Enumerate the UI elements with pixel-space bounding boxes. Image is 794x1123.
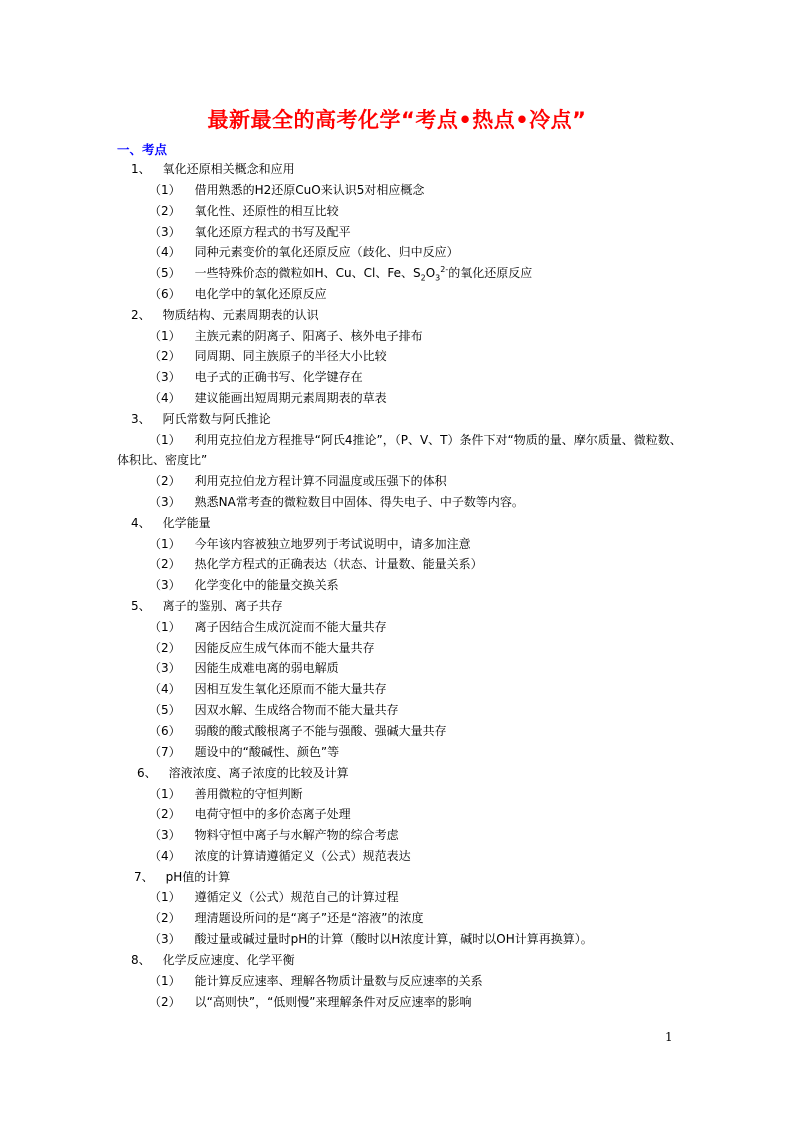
list-item [149, 640, 375, 656]
list-item [149, 494, 524, 510]
item-number: （3） [149, 932, 181, 946]
item-text: O [425, 266, 436, 280]
item-number: （5） [149, 703, 181, 717]
list-item [149, 348, 387, 364]
item-text: 今年该内容被独立地罗列于考试说明中，请多加注意 [194, 537, 471, 551]
item-number: （3） [149, 578, 181, 592]
item-text: 能计算反应速率、理解各物质计量数与反应速率的关系 [194, 974, 483, 988]
list-item-continuation: 体积比、密度比” [117, 453, 208, 467]
item-text: 热化学方程式的正确表达（状态、计量数、能量关系） [194, 557, 483, 571]
item-number: （3） [149, 495, 181, 509]
item-number: （1） [149, 433, 181, 447]
topic-number: 4、 [131, 516, 151, 530]
topic-text: 溶液浓度、离子浓度的比较及计算 [168, 766, 349, 780]
item-text: 电荷守恒中的多价态离子处理 [194, 807, 351, 821]
item-text: 因相互发生氧化还原而不能大量共存 [194, 682, 387, 696]
list-item [149, 556, 483, 572]
item-number: （4） [149, 245, 181, 259]
list-item [149, 681, 387, 697]
item-number: （4） [149, 391, 181, 405]
list-item [149, 910, 424, 926]
list-item [149, 182, 424, 198]
item-text: 物料守恒中离子与水解产物的综合考虑 [194, 828, 399, 842]
item-text: 电子式的正确书写、化学键存在 [194, 370, 363, 384]
item-text: 善用微粒的守恒判断 [194, 787, 303, 801]
list-item [149, 286, 327, 302]
list-item [149, 390, 387, 406]
item-text: 建议能画出短周期元素周期表的草表 [194, 391, 387, 405]
list-item [149, 973, 483, 989]
item-text: 题设中的“酸碱性、颜色”等 [194, 745, 340, 759]
item-number: （4） [149, 682, 181, 696]
topic-7 [134, 869, 230, 885]
topic-text: 物质结构、元素周期表的认识 [162, 308, 319, 322]
list-item [149, 265, 532, 281]
item-text: 熟悉NA常考查的微粒数目中固体、得失电子、中子数等内容。 [194, 495, 524, 509]
topic-number: 6、 [137, 766, 157, 780]
list-item [149, 619, 387, 635]
item-text: 氧化还原方程式的书写及配平 [194, 225, 351, 239]
list-item [149, 827, 399, 843]
item-number: （1） [149, 183, 181, 197]
list-item [149, 577, 339, 593]
item-text: 电化学中的氧化还原反应 [194, 287, 327, 301]
item-number: （3） [149, 370, 181, 384]
item-text: 弱酸的酸式酸根离子不能与强酸、强碱大量共存 [194, 724, 447, 738]
topic-text: 化学能量 [162, 516, 211, 530]
item-text: 同周期、同主族原子的半径大小比较 [194, 349, 387, 363]
topic-number: 7、 [134, 870, 154, 884]
item-text: 酸过量或碱过量时pH的计算（酸时以H浓度计算，碱时以OH计算再换算）。 [194, 932, 593, 946]
subscript: 2 [420, 273, 426, 283]
list-item [149, 702, 399, 718]
item-number: （2） [149, 807, 181, 821]
item-text: 利用克拉伯龙方程计算不同温度或压强下的体积 [194, 474, 447, 488]
item-number: （1） [149, 537, 181, 551]
item-number: （2） [149, 474, 181, 488]
topic-5 [131, 598, 283, 614]
list-item [149, 660, 339, 676]
item-number: （2） [149, 204, 181, 218]
topic-text: 化学反应速度、化学平衡 [162, 953, 295, 967]
topic-3 [131, 411, 271, 427]
list-item [149, 848, 411, 864]
item-number: （4） [149, 849, 181, 863]
list-item [149, 889, 399, 905]
document-title: 最新最全的高考化学“考点•热点•冷点” [207, 108, 587, 132]
topic-text: 离子的鉴别、离子共存 [162, 599, 283, 613]
item-number: （6） [149, 724, 181, 738]
list-item [149, 931, 593, 947]
list-item [149, 473, 447, 489]
item-text: 理清题设所问的是“离子”还是“溶液”的浓度 [194, 911, 424, 925]
item-number: （6） [149, 287, 181, 301]
topic-text: 阿氏常数与阿氏推论 [162, 412, 271, 426]
item-text: 利用克拉伯龙方程推导“阿氏4推论”，（P、V、T）条件下对“物质的量、摩尔质量、微粒数、 [194, 433, 682, 447]
item-number: （5） [149, 266, 181, 280]
item-number: （2） [149, 557, 181, 571]
item-number: （2） [149, 911, 181, 925]
list-item [149, 203, 339, 219]
item-text: 浓度的计算请遵循定义（公式）规范表达 [194, 849, 411, 863]
list-item [149, 328, 423, 344]
topic-number: 8、 [131, 953, 151, 967]
topic-number: 5、 [131, 599, 151, 613]
topic-6 [137, 765, 349, 781]
topic-number: 2、 [131, 308, 151, 322]
item-text: 化学变化中的能量交换关系 [194, 578, 339, 592]
item-text: 氧化性、还原性的相互比较 [194, 204, 339, 218]
item-text: 借用熟悉的H2还原CuO来认识5对相应概念 [194, 183, 425, 197]
item-text: 遵循定义（公式）规范自己的计算过程 [194, 890, 399, 904]
item-text: 离子因结合生成沉淀而不能大量共存 [194, 620, 387, 634]
list-item [149, 432, 682, 448]
subscript: 3 [435, 273, 441, 283]
list-item [149, 369, 363, 385]
item-number: （3） [149, 225, 181, 239]
item-text: 因能反应生成气体而不能大量共存 [194, 641, 375, 655]
item-number: （3） [149, 661, 181, 675]
item-number: （1） [149, 620, 181, 634]
list-item [149, 536, 471, 552]
topic-text: 氧化还原相关概念和应用 [162, 162, 295, 176]
item-text: 同种元素变价的氧化还原反应（歧化、归中反应） [194, 245, 459, 259]
item-number: （1） [149, 329, 181, 343]
list-item [149, 994, 472, 1010]
item-text: 因双水解、生成络合物而不能大量共存 [194, 703, 399, 717]
item-number: （7） [149, 745, 181, 759]
topic-8 [131, 952, 295, 968]
list-item [149, 806, 351, 822]
topic-1 [131, 161, 295, 177]
section-heading: 一、考点 [117, 142, 168, 157]
item-number: （3） [149, 828, 181, 842]
topic-2 [131, 307, 319, 323]
item-number: （1） [149, 787, 181, 801]
topic-4 [131, 515, 211, 531]
item-text: 一些特殊价态的微粒如H、Cu、Cl、Fe、S [194, 266, 421, 280]
item-number: （2） [149, 995, 181, 1009]
superscript: 2- [440, 265, 449, 274]
list-item [149, 786, 303, 802]
list-item [149, 744, 339, 760]
topic-text: pH值的计算 [165, 870, 231, 884]
list-item [149, 244, 459, 260]
item-text: 的氧化还原反应 [448, 266, 533, 280]
item-text: 因能生成难电离的弱电解质 [194, 661, 339, 675]
item-text: 主族元素的阴离子、阳离子、核外电子排布 [194, 329, 423, 343]
list-item [149, 224, 351, 240]
item-number: （2） [149, 641, 181, 655]
topic-number: 1、 [131, 162, 151, 176]
list-item [149, 723, 447, 739]
item-text: 以“高则快”，“低则慢”来理解条件对反应速率的影响 [194, 995, 472, 1009]
page-number: 1 [665, 1030, 673, 1044]
item-number: （2） [149, 349, 181, 363]
item-number: （1） [149, 974, 181, 988]
topic-number: 3、 [131, 412, 151, 426]
item-number: （1） [149, 890, 181, 904]
